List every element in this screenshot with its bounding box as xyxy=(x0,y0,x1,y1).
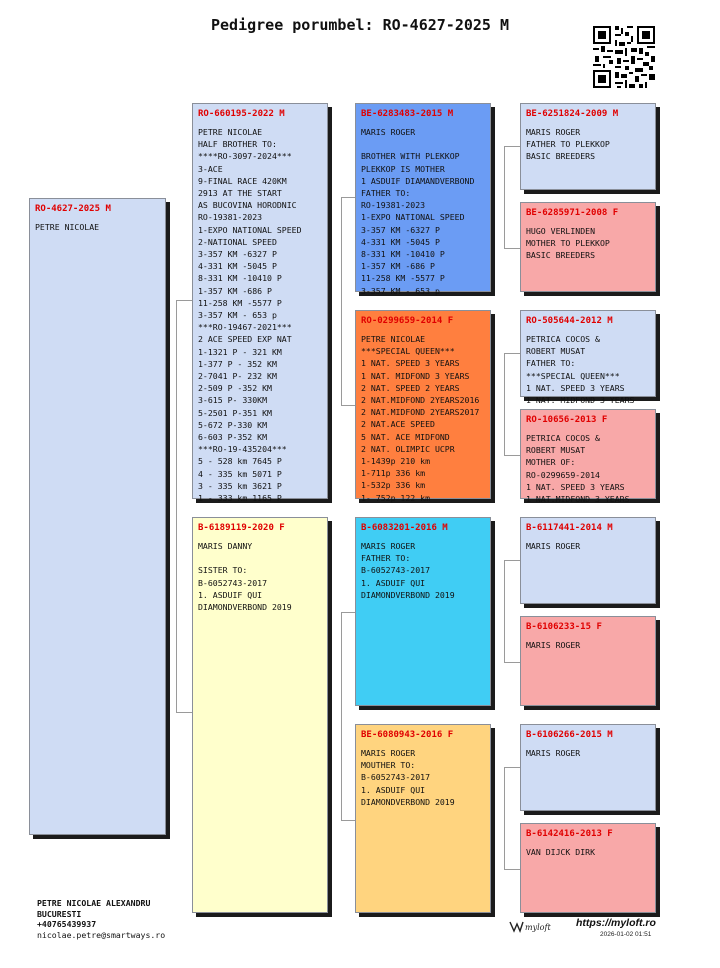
pigeon-info: VAN DIJCK DIRK xyxy=(526,847,596,857)
pigeon-info: MARIS ROGER xyxy=(526,541,581,551)
connector-line xyxy=(504,455,520,456)
pigeon-info: MARIS ROGER BROTHER WITH PLEKKOP PLEKKOP IS MOTHER 1 ASDUIF DIAMANDVERBOND FATHER TO: RO-19381-2023 1-EXPO NATIONAL SPEED 3-357 KM -6327 P 4-331 KM -5045 P 8-331 KM -10410 P 1-357 KM -686 P 11-258 KM -5577 P 3-357 KM - 653 p xyxy=(361,127,475,296)
connector-line xyxy=(504,560,505,662)
pigeon-info: PETRE NICOLAE ***SPECIAL QUEEN*** 1 NAT. SPEED 3 YEARS 1 NAT. MIDFOND 3 YEARS 2 NAT. SPEED 2 YEARS 2 NAT.MIDFOND 2YEARS2016 2 NAT.MIDFOND 2YEARS2017 2 NAT.ACE SPEED 5 NAT. ACE MIDFOND 2 NAT. OLIMPIC UCPR 1-1439p 210 km 1-711p 336 km 1-532p 336 km 1- 752p 122 km xyxy=(361,334,480,503)
pigeon-card-dam-sire[interactable] xyxy=(355,517,491,706)
pigeon-card-dam-dam[interactable] xyxy=(355,724,491,913)
pigeon-card-subject[interactable] xyxy=(29,198,166,835)
pigeon-info: MARIS ROGER FATHER TO PLEKKOP BASIC BREEDERS xyxy=(526,127,610,162)
connector-line xyxy=(166,300,167,712)
pigeon-card-dam[interactable] xyxy=(192,517,328,913)
owner-email[interactable]: nicolae.petre@smartways.ro xyxy=(37,929,166,940)
pigeon-info: MARIS ROGER MOUTHER TO: B-6052743-2017 1. ASDUIF QUI DIAMONDVERBOND 2019 xyxy=(361,748,455,807)
ring-number: RO-0299659-2014 F xyxy=(361,316,454,326)
print-date: 2026-01-02 01:51 xyxy=(600,931,652,938)
ring-number: BE-6251824-2009 M xyxy=(526,109,619,119)
ring-number: RO-10656-2013 F xyxy=(526,415,608,425)
connector-line xyxy=(176,712,192,713)
connector-line xyxy=(341,612,355,613)
connector-line xyxy=(504,146,520,147)
pigeon-info: MARIS DANNY SISTER TO: B-6052743-2017 1. ASDUIF QUI DIAMONDVERBOND 2019 xyxy=(198,541,292,613)
ring-number: B-6189119-2020 F xyxy=(198,523,285,533)
connector-line xyxy=(341,612,342,820)
connector-line xyxy=(331,612,332,820)
connector-line xyxy=(504,767,520,768)
pigeon-card-dss[interactable] xyxy=(520,517,656,604)
connector-line xyxy=(341,820,355,821)
connector-line xyxy=(341,197,342,405)
pigeon-card-dds[interactable] xyxy=(520,724,656,811)
connector-line xyxy=(504,560,520,561)
ring-number: BE-6283483-2015 M xyxy=(361,109,454,119)
connector-line xyxy=(504,767,505,869)
qr-code xyxy=(591,24,657,90)
pigeon-info: HUGO VERLINDEN MOTHER TO PLEKKOP BASIC BREEDERS xyxy=(526,226,610,261)
pigeon-card-sss[interactable] xyxy=(520,103,656,190)
page-title: Pedigree porumbel: RO-4627-2025 M xyxy=(210,16,509,34)
svg-text:myloft: myloft xyxy=(525,923,551,932)
owner-city: BUCURESTI xyxy=(37,908,82,919)
pigeon-card-ssd[interactable] xyxy=(520,202,656,292)
ring-number: B-6117441-2014 M xyxy=(526,523,613,533)
pigeon-info: PETRE NICOLAE HALF BROTHER TO: ****RO-3097-2024*** 3-ACE 9-FINAL RACE 420KM 2913 AT THE START AS BUCOVINA HORODNIC RO-19381-2023 1-EXPO NATIONAL SPEED 2-NATIONAL SPEED 3-357 KM -6327 P 4-331 KM -5045 P 8-331 KM -10410 P 1-357 KM -686 P 11-258 KM -5577 P 3-357 KM - 653 p ***RO-19467-2021*** 2 ACE SPEED EXP NAT 1-1321 P - 321 KM 1-377 P - 352 KM 2-7041 P- 232 KM 2-509 P -352 KM 3-615 P- 330KM 5-2501 P-351 KM 5-672 P-330 KM 6-603 P-352 KM ***RO-19-435204*** 5 - 528 km 7645 P 4 - 335 km 5071 P 3 - 335 km 3621 P 1 - 333 km 1165 P xyxy=(198,127,302,504)
ring-number: BE-6080943-2016 F xyxy=(361,730,454,740)
ring-number: B-6106233-15 F xyxy=(526,622,602,632)
connector-line xyxy=(504,353,520,354)
ring-number: RO-505644-2012 M xyxy=(526,316,613,326)
connector-line xyxy=(494,146,495,248)
pigeon-card-sdd[interactable] xyxy=(520,409,656,505)
ring-number: B-6083201-2016 M xyxy=(361,523,448,533)
ring-number: BE-6285971-2008 F xyxy=(526,208,619,218)
ring-number: B-6106266-2015 M xyxy=(526,730,613,740)
pigeon-card-dsd[interactable] xyxy=(520,616,656,706)
connector-line xyxy=(504,662,520,663)
pigeon-card-ddd[interactable] xyxy=(520,823,656,913)
owner-name: PETRE NICOLAE ALEXANDRU xyxy=(37,898,151,908)
pigeon-info: MARIS ROGER xyxy=(526,748,581,758)
pigeon-card-sire-dam[interactable] xyxy=(355,310,491,503)
myloft-logo xyxy=(508,918,558,934)
pigeon-info: PETRICA COCOS & ROBERT MUSAT MOTHER OF: RO-0299659-2014 1 NAT. SPEED 3 YEARS 1 NAT.MIDFOND 3 YEARS xyxy=(526,433,630,505)
connector-line xyxy=(176,300,192,301)
connector-line xyxy=(504,353,505,455)
ring-number: B-6142416-2013 F xyxy=(526,829,613,839)
connector-line xyxy=(331,197,332,405)
owner-contact xyxy=(37,898,165,940)
site-url[interactable]: https://myloft.ro xyxy=(576,917,656,929)
connector-line xyxy=(504,248,520,249)
ring-number: RO-4627-2025 M xyxy=(35,204,111,214)
connector-line xyxy=(494,560,495,662)
connector-line xyxy=(341,197,355,198)
pigeon-card-sire[interactable] xyxy=(192,103,328,504)
pigeon-info: MARIS ROGER xyxy=(526,640,581,650)
pigeon-card-sds[interactable] xyxy=(520,310,656,406)
pigeon-info: MARIS ROGER FATHER TO: B-6052743-2017 1. ASDUIF QUI DIAMONDVERBOND 2019 xyxy=(361,541,455,600)
pigeon-card-sire-sire[interactable] xyxy=(355,103,491,296)
connector-line xyxy=(176,300,177,712)
connector-line xyxy=(504,146,505,248)
connector-line xyxy=(494,767,495,869)
owner-phone: +40765439937 xyxy=(37,919,97,929)
connector-line xyxy=(494,353,495,455)
pigeon-info: PETRICA COCOS & ROBERT MUSAT FATHER TO: ***SPECIAL QUEEN*** 1 NAT. SPEED 3 YEARS 1 NAT. MIDFOND 3 YEARS xyxy=(526,334,635,406)
ring-number: RO-660195-2022 M xyxy=(198,109,285,119)
connector-line xyxy=(504,869,520,870)
pigeon-info: PETRE NICOLAE xyxy=(35,222,100,232)
connector-line xyxy=(341,405,355,406)
